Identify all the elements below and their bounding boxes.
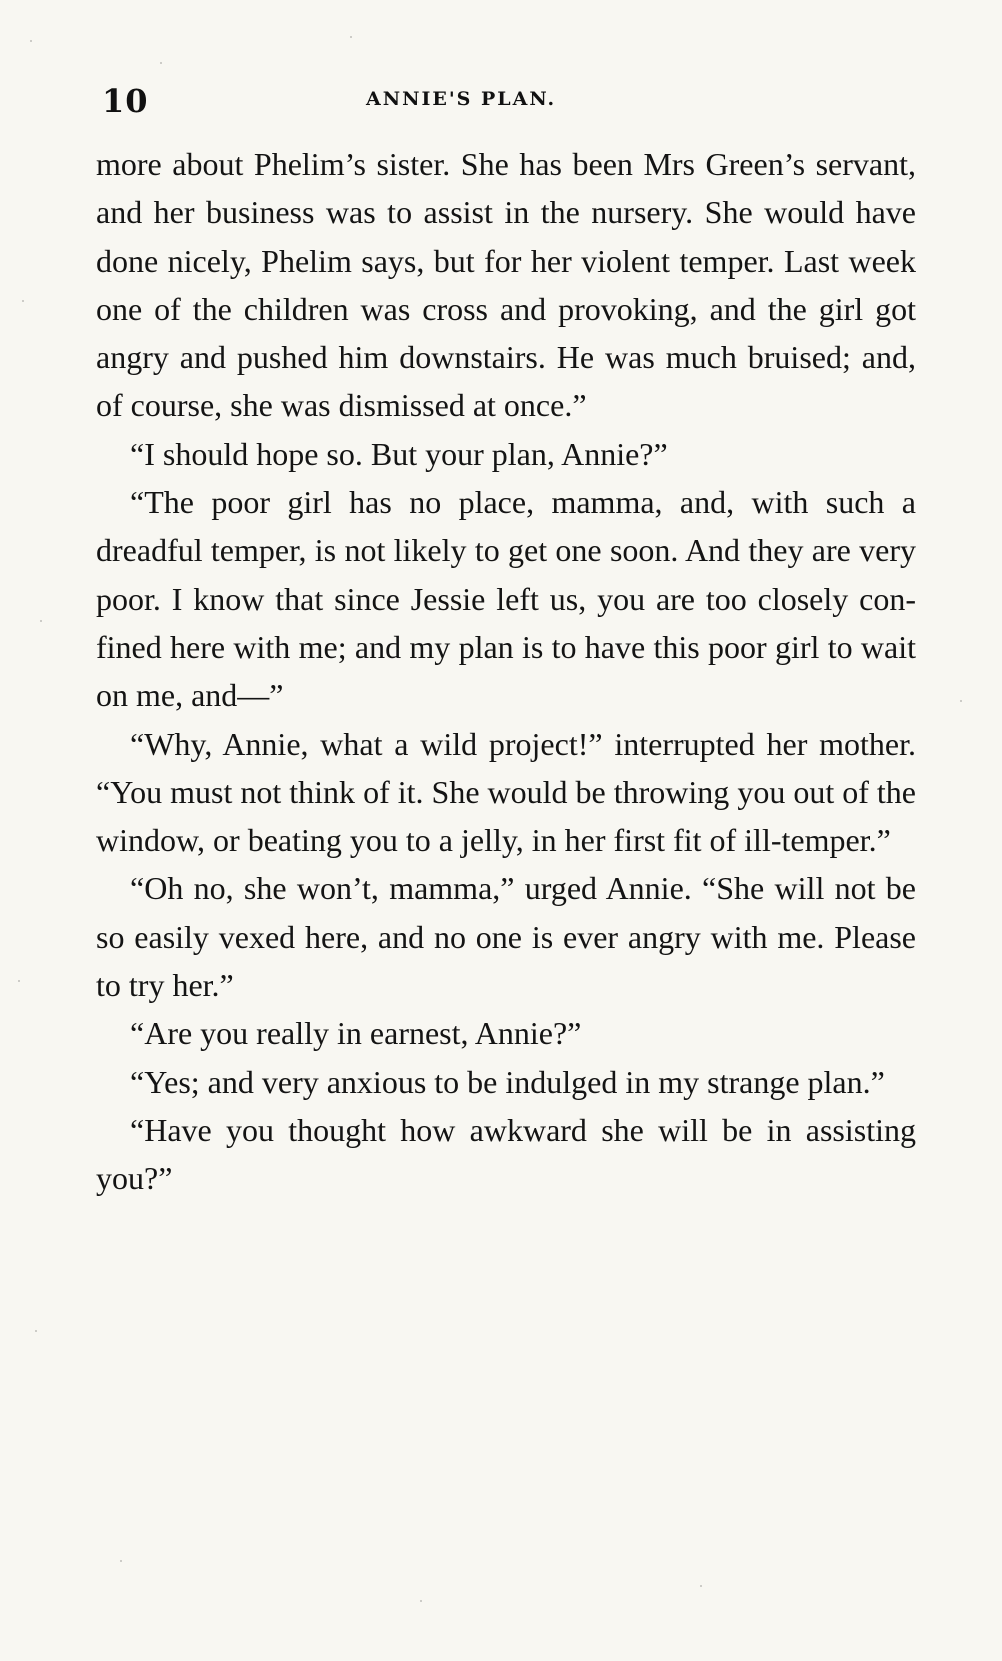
paragraph: “Oh no, she won’t, mamma,” urged Annie. “She will not be so easily vexed here, and no one is ever angry with me. Please to try her.” [96,870,916,1004]
paper-speck [120,1560,122,1562]
paper-speck [350,36,352,38]
paper-speck [18,980,20,982]
paper-speck [420,1600,422,1602]
running-title: ANNIE'S PLAN. [366,88,557,110]
paper-speck [160,62,162,64]
paper-speck [700,1585,702,1587]
paper-speck [40,620,42,622]
body-text [96,140,916,1203]
paragraph: “Are you really in earnest, Annie?” [130,1015,582,1052]
paper-speck [30,40,32,42]
running-head [96,82,916,122]
paragraph: “I should hope so. But your plan, Annie?” [130,435,668,472]
paragraph: “Why, Annie, what a wild project!” interrupted her mother. “You must not think of it. She would be throwing you out of the window, or beating you to a jelly, in her first fit of ill-temper.” [96,725,916,859]
paragraph: “Yes; and very anxious to be indulged in my strange plan.” [130,1063,885,1100]
paragraph: “The poor girl has no place, mamma, and, with such a dreadful temper, is not likely to get one soon. And they are very poor. I know that since Jessie left us, you are too closely confined here with me; and my plan is to have this poor girl to wait on me, and—” [96,484,916,714]
paper-speck [960,700,962,702]
paper-speck [35,1330,37,1332]
paragraph: “Have you thought how awkward she will be in assisting you?” [96,1111,916,1197]
page-number: 10 [102,82,149,120]
paragraph: more about Phelim’s sister. She has been Mrs Green’s servant, and her business was to assist in the nursery. She would have done nicely, Phelim says, but for her violent temper. Last week one of the children was cross and provoking, and the girl got angry and pushed him downstairs. He was much bruised; and, of course, she was dismissed at once.” [96,146,916,424]
paper-speck [22,300,24,302]
